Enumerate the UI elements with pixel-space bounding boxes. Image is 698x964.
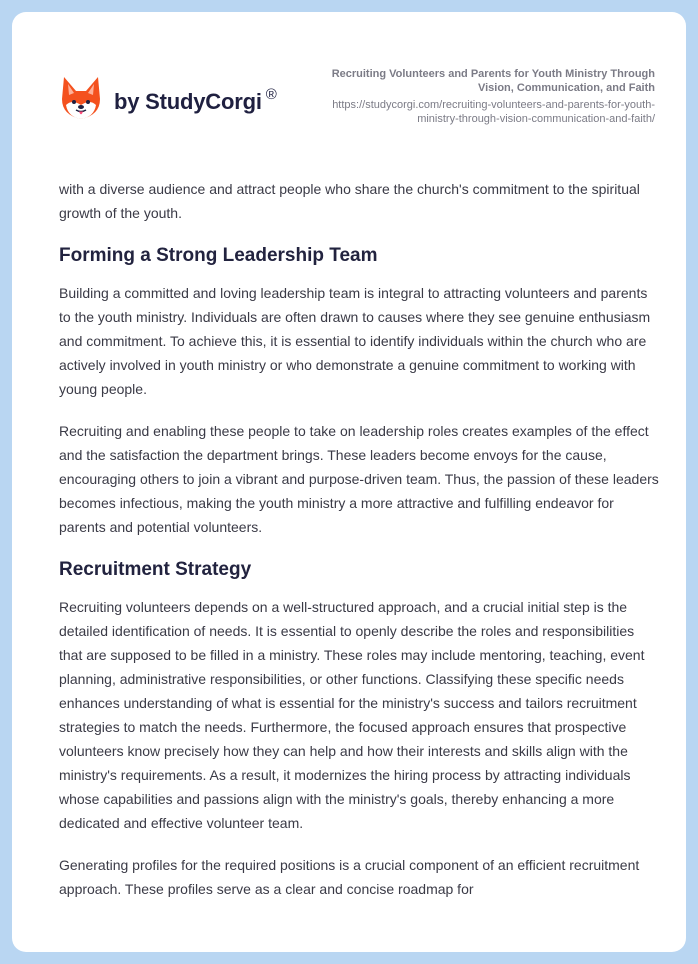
document-meta (295, 67, 655, 126)
section-heading-recruitment: Recruitment Strategy (59, 559, 252, 580)
studycorgi-logo[interactable] (60, 75, 277, 121)
logo-text: by StudyCorgi ® (114, 86, 277, 114)
document-title: Recruiting Volunteers and Parents for Youth Ministry Through Vision, Communication, and Faith (331, 68, 655, 94)
document-url[interactable]: https://studycorgi.com/recruiting-volunteers-and-parents-for-youth-ministry-through-vision-communication-and-faith/ (332, 99, 655, 125)
registered-mark: ® (265, 86, 277, 103)
section-heading-leadership: Forming a Strong Leadership Team (59, 245, 378, 266)
corgi-icon (60, 75, 102, 121)
paragraph: Recruiting and enabling these people to take on leadership roles creates examples of the effect and the satisfaction the department brings. These leaders become envoys for the cause, encouraging others to join a vibrant and purpose-driven team. Thus, the passion of these leaders becomes infectious, making the youth ministry a more attractive and fulfilling endeavor for parents and potential volunteers. (59, 423, 659, 535)
paragraph: Generating profiles for the required positions is a crucial component of an efficient recruitment approach. These profiles serve as a clear and concise roadmap for (59, 857, 640, 897)
page-header (12, 12, 686, 152)
article-content (59, 177, 659, 919)
paragraph: Building a committed and loving leadership team is integral to attracting volunteers and parents to the youth ministry. Individuals are often drawn to causes where they see genuine enthusiasm and commitment. To achieve this, it is essential to identify individuals within the church who are actively involved in youth ministry or who demonstrate a genuine commitment to working with young people. (59, 285, 651, 397)
intro-paragraph: with a diverse audience and attract people who share the church's commitment to the spiritual growth of the youth. (59, 181, 640, 221)
paragraph: Recruiting volunteers depends on a well-structured approach, and a crucial initial step is the detailed identification of needs. It is essential to openly describe the roles and responsibilities that are supposed to be filled in a ministry. These roles may include mentoring, teaching, event planning, administrative responsibilities, or other functions. Classifying these specific needs enhances understanding of what is essential for the ministry's success and tailors recruitment strategies to match the needs. Furthermore, the focused approach ensures that prospective volunteers know precisely how they can help and how their interests and skills align with the ministry's requirements. As a result, it modernizes the hiring process by attracting individuals whose capabilities and passions align with the ministry's goals, thereby enhancing a more dedicated and effective volunteer team. (59, 599, 645, 831)
document-page (12, 12, 686, 952)
